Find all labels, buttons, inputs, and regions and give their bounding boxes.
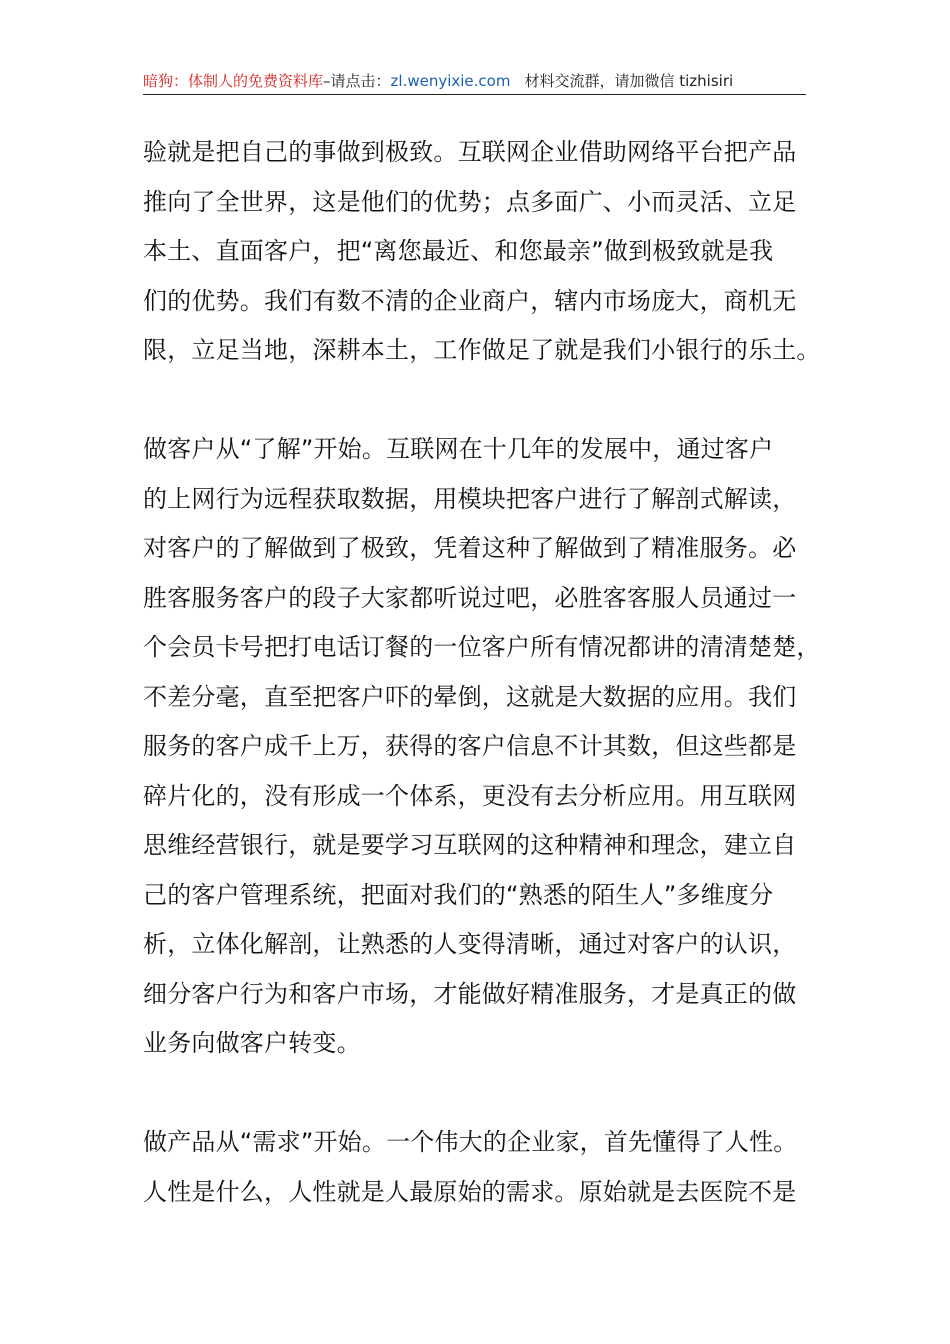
paragraph-3 (143, 1118, 809, 1217)
document-body (143, 128, 821, 1217)
text-line: 对客户的了解做到了极致，凭着这种了解做到了精准服务。必 (143, 534, 797, 562)
text-line: 个会员卡号把打电话订餐的一位客户所有情况都讲的清清楚楚， (143, 633, 821, 661)
text-line: 们的优势。我们有数不清的企业商户，辖内市场庞大，商机无 (143, 286, 797, 315)
text-line: 的上网行为远程获取数据，用模块把客户进行了解剖式解读， (143, 484, 797, 513)
text-line: 做产品从“需求”开始。一个伟大的企业家，首先懂得了人性。 (143, 1128, 798, 1156)
text-line: 限，立足当地，深耕本土，工作做足了就是我们小银行的乐土。 (143, 336, 821, 364)
header-separator: –请点击： (323, 72, 391, 90)
text-line: 本土、直面客户，把“离您最近、和您最亲”做到极致就是我 (143, 237, 774, 265)
header-brand: 暗狗：体制人的免费资料库 (143, 72, 324, 90)
text-line: 胜客服务客户的段子大家都听说过吧，必胜客客服人员通过一 (143, 583, 797, 612)
page-header (143, 68, 806, 95)
header-link[interactable]: zl.wenyixie.com (390, 72, 511, 90)
header-contact: 材料交流群，请加微信 tizhisiri (524, 72, 734, 90)
paragraph-gap (143, 1069, 809, 1119)
text-line: 人性是什么，人性就是人最原始的需求。原始就是去医院不是 (143, 1177, 797, 1206)
text-line: 验就是把自己的事做到极致。互联网企业借助网络平台把产品 (143, 138, 797, 166)
paragraph-2 (143, 425, 821, 1069)
paragraph-1 (143, 128, 821, 376)
text-line: 服务的客户成千上万，获得的客户信息不计其数，但这些都是 (143, 732, 797, 760)
text-line: 思维经营银行，就是要学习互联网的这种精神和理念，建立自 (143, 831, 797, 859)
text-line: 推向了全世界，这是他们的优势；点多面广、小而灵活、立足 (143, 187, 797, 216)
text-line: 业务向做客户转变。 (143, 1029, 361, 1057)
text-line: 碎片化的，没有形成一个体系，更没有去分析应用。用互联网 (143, 781, 797, 810)
text-line: 不差分毫，直至把客户吓的晕倒，这就是大数据的应用。我们 (143, 682, 797, 711)
text-line: 析，立体化解剖，让熟悉的人变得清晰，通过对客户的认识， (143, 930, 797, 958)
text-line: 己的客户管理系统，把面对我们的“熟悉的陌生人”多维度分 (143, 880, 774, 909)
text-line: 细分客户行为和客户市场，才能做好精准服务，才是真正的做 (143, 979, 797, 1008)
paragraph-gap (143, 376, 809, 426)
text-line: 做客户从“了解”开始。互联网在十几年的发展中，通过客户 (143, 435, 774, 463)
